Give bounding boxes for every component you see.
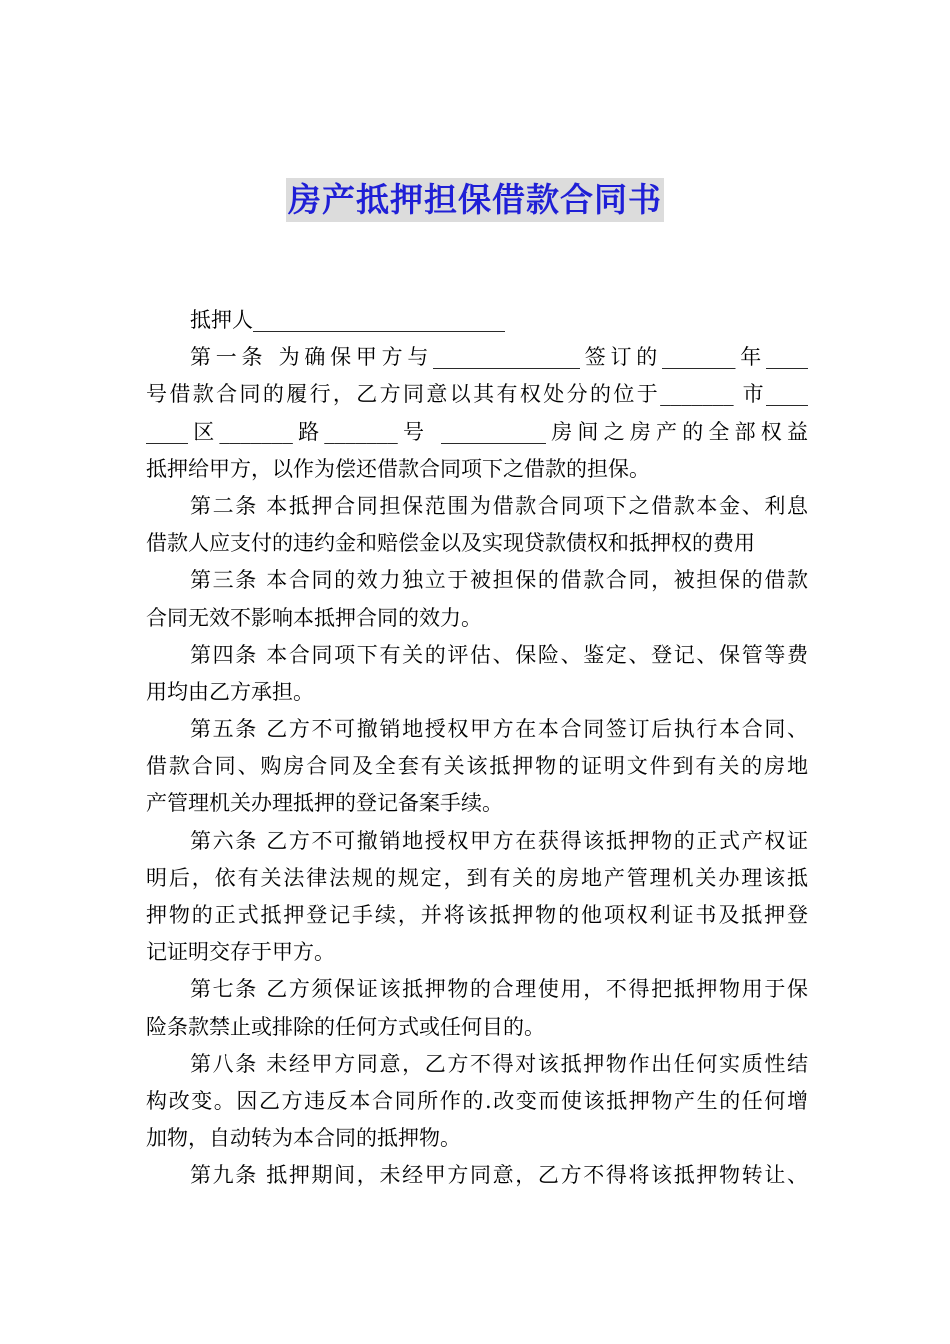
document-body bbox=[146, 302, 808, 1195]
body-line: 加物，自动转为本合同的抵押物。 bbox=[146, 1126, 461, 1151]
body-line: 第一条 为确保甲方与______________签订的_______年____ bbox=[190, 345, 808, 370]
body-line: 第八条 未经甲方同意，乙方不得对该抵押物作出任何实质性结 bbox=[190, 1051, 808, 1076]
body-line: 抵押人________________________ bbox=[190, 308, 505, 332]
title-container bbox=[0, 178, 950, 222]
body-line: 借款合同、购房合同及全套有关该抵押物的证明文件到有关的房地 bbox=[146, 754, 808, 779]
body-line: 险条款禁止或排除的任何方式或任何目的。 bbox=[146, 1014, 545, 1039]
body-line: 第二条 本抵押合同担保范围为借款合同项下之借款本金、利息 bbox=[190, 493, 808, 518]
body-line: 用均由乙方承担。 bbox=[146, 679, 314, 704]
body-line: 合同无效不影响本抵押合同的效力。 bbox=[146, 605, 482, 630]
document-title: 房产抵押担保借款合同书 bbox=[286, 178, 664, 222]
body-line: 第三条 本合同的效力独立于被担保的借款合同，被担保的借款 bbox=[190, 568, 808, 593]
body-line: 抵押给甲方，以作为偿还借款合同项下之借款的担保。 bbox=[146, 456, 650, 481]
body-line: 第七条 乙方须保证该抵押物的合理使用，不得把抵押物用于保 bbox=[190, 977, 808, 1002]
body-line: 记证明交存于甲方。 bbox=[146, 940, 335, 965]
body-line: 产管理机关办理抵押的登记备案手续。 bbox=[146, 791, 503, 816]
body-line: 借款人应支付的违约金和赔偿金以及实现贷款债权和抵押权的费用 bbox=[146, 531, 755, 556]
body-line: 构改变。因乙方违反本合同所作的.改变而使该抵押物产生的任何增 bbox=[146, 1088, 808, 1113]
body-line: 押物的正式抵押登记手续，并将该抵押物的他项权利证书及抵押登 bbox=[146, 903, 808, 927]
body-line: 第九条 抵押期间，未经甲方同意，乙方不得将该抵押物转让、 bbox=[190, 1163, 808, 1188]
body-line: 明后，依有关法律法规的规定，到有关的房地产管理机关办理该抵 bbox=[146, 865, 808, 890]
body-line: ____区_______路_______号 __________房间之房产的全部权益 bbox=[146, 419, 808, 444]
body-line: 第四条 本合同项下有关的评估、保险、鉴定、登记、保管等费 bbox=[190, 642, 808, 667]
body-line: 第五条 乙方不可撤销地授权甲方在本合同签订后执行本合同、 bbox=[190, 717, 808, 742]
body-line: 第六条 乙方不可撤销地授权甲方在获得该抵押物的正式产权证 bbox=[190, 828, 808, 853]
body-line: 号借款合同的履行，乙方同意以其有权处分的位于_______ 市____ bbox=[146, 382, 808, 407]
